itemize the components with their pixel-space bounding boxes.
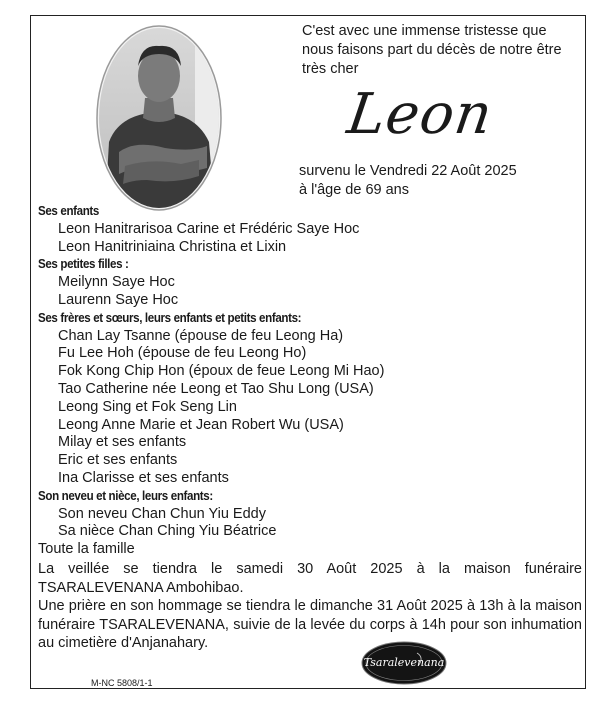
intro-line: très cher — [302, 61, 359, 77]
death-age: à l'âge de 69 ans — [299, 182, 409, 198]
section-heading-granddaughters: Ses petites filles : — [38, 257, 129, 272]
list-item: Fok Kong Chip Hon (époux de feue Leong Mi Hao) — [58, 363, 385, 380]
list-item: Fu Lee Hoh (épouse de feu Leong Ho) — [58, 345, 307, 362]
portrait-photo-icon — [95, 24, 223, 212]
list-item: Sa nièce Chan Ching Yiu Béatrice — [58, 523, 277, 540]
list-item: Leon Hanitrarisoa Carine et Frédéric Saye Hoc — [58, 220, 360, 237]
list-item: Meilynn Saye Hoc — [58, 274, 175, 291]
funeral-home-logo — [361, 641, 447, 685]
section-heading-children: Ses enfants — [38, 204, 99, 218]
intro-line: nous faisons part du décès de notre être — [302, 42, 562, 58]
death-date: survenu le Vendredi 22 Août 2025 — [299, 163, 517, 179]
list-item: Laurenn Saye Hoc — [58, 291, 179, 308]
list-item: Ina Clarisse et ses enfants — [58, 469, 229, 486]
list-item: Leong Sing et Fok Seng Lin — [58, 398, 237, 415]
intro-text — [302, 22, 572, 79]
intro-line: C'est avec une immense tristesse que — [302, 23, 547, 39]
deceased-name: Leon — [343, 82, 497, 147]
logo-text: Tsaralevenana — [363, 656, 445, 669]
list-item: Milay et ses enfants — [58, 434, 187, 451]
reference-code: M-NC 5808/1-1 — [91, 678, 153, 688]
prayer-paragraph: Une prière en son hommage se tiendra le dimanche 31 Août 2025 à 13h à la maison funéraire TSARALEVENANA, suivie de la levée du corps à 14h pour son inhumation au cimetière d'Anjanahary. — [38, 598, 582, 651]
section-heading-nephew-niece: Son neveu et nièce, leurs enfants: — [38, 488, 213, 503]
vigil-paragraph: La veillée se tiendra le samedi 30 Août 2025 à la maison funéraire TSARALEVENANA Ambohibao. — [38, 561, 582, 596]
death-info — [299, 162, 517, 200]
list-item: Eric et ses enfants — [58, 452, 178, 469]
family-list — [38, 203, 578, 559]
list-item: Tao Catherine née Leong et Tao Shu Long (USA) — [58, 380, 374, 397]
list-item: Chan Lay Tsanne (épouse de feu Leong Ha) — [58, 327, 344, 344]
list-item: Son neveu Chan Chun Yiu Eddy — [58, 505, 266, 522]
portrait-photo — [95, 24, 223, 212]
list-item: Leong Anne Marie et Jean Robert Wu (USA) — [58, 416, 344, 433]
whole-family: Toute la famille — [38, 541, 135, 558]
list-item: Leon Hanitriniaina Christina et Lixin — [58, 238, 287, 255]
section-heading-siblings: Ses frères et sœurs, leurs enfants et petits enfants: — [38, 310, 302, 325]
